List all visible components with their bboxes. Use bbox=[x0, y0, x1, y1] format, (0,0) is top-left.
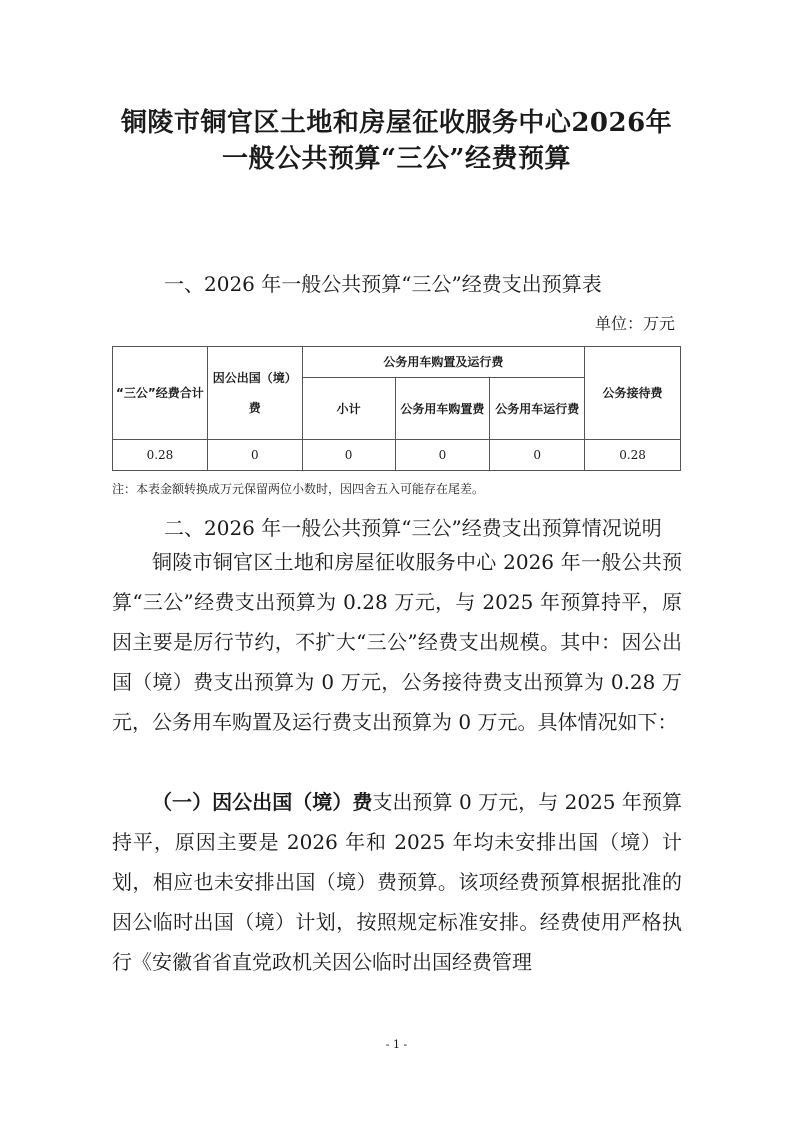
value-vehicle-operation: 0 bbox=[490, 440, 585, 471]
paragraph-abroad-body: 支出预算 0 万元，与 2025 年预算持平，原因主要是 2026 年和 2025 年均未安排出国（境）计划，相应也未安排出国（境）费预算。该项经费预算根据批准的因公临时出国（境）计划，按照规定标准安排。经费使用严格执行《安徽省省直党政机关因公临时出国经费管理 bbox=[112, 790, 682, 974]
document-title-line1: 铜陵市铜官区土地和房屋征收服务中心2026年 bbox=[120, 108, 673, 138]
paragraph-summary: 铜陵市铜官区土地和房屋征收服务中心 2026 年一般公共预算“三公”经费支出预算为 0.28 万元，与 2025 年预算持平，原因主要是厉行节约，不扩大“三公”经费支出规模。其中：因公出国（境）费支出预算为 0 万元，公务接待费支出预算为 0.28 万元，公务用车购置及运行费支出预算为 0 万元。具体情况如下： bbox=[112, 550, 682, 734]
header-abroad: 因公出国（境）费 bbox=[207, 347, 302, 440]
header-reception: 公务接待费 bbox=[585, 347, 681, 440]
value-vehicle-purchase: 0 bbox=[395, 440, 490, 471]
value-abroad: 0 bbox=[207, 440, 302, 471]
table-header-row-1 bbox=[113, 347, 681, 378]
paragraph-abroad-heading: （一）因公出国（境）费 bbox=[152, 790, 373, 814]
header-vehicle-operation: 公务用车运行费 bbox=[490, 378, 585, 440]
header-vehicle-purchase: 公务用车购置费 bbox=[395, 378, 490, 440]
value-total: 0.28 bbox=[113, 440, 208, 471]
budget-table bbox=[112, 346, 681, 471]
section2-heading: 二、2026 年一般公共预算“三公”经费支出预算情况说明 bbox=[164, 516, 662, 540]
document-title-line2: 一般公共预算“三公”经费预算 bbox=[222, 144, 571, 174]
header-total: “三公”经费合计 bbox=[113, 347, 208, 440]
value-vehicle-subtotal: 0 bbox=[302, 440, 395, 471]
paragraph-abroad bbox=[112, 782, 682, 982]
section1-heading: 一、2026 年一般公共预算“三公”经费支出预算表 bbox=[164, 272, 602, 296]
table-row bbox=[113, 440, 681, 471]
page-number: - 1 - bbox=[385, 1038, 408, 1051]
header-vehicle-subtotal: 小计 bbox=[302, 378, 395, 440]
header-vehicle-group: 公务用车购置及运行费 bbox=[302, 347, 584, 378]
table-note: 注：本表金额转换成万元保留两位小数时，因四舍五入可能存在尾差。 bbox=[112, 482, 485, 496]
value-reception: 0.28 bbox=[585, 440, 681, 471]
unit-label: 单位：万元 bbox=[594, 314, 675, 333]
